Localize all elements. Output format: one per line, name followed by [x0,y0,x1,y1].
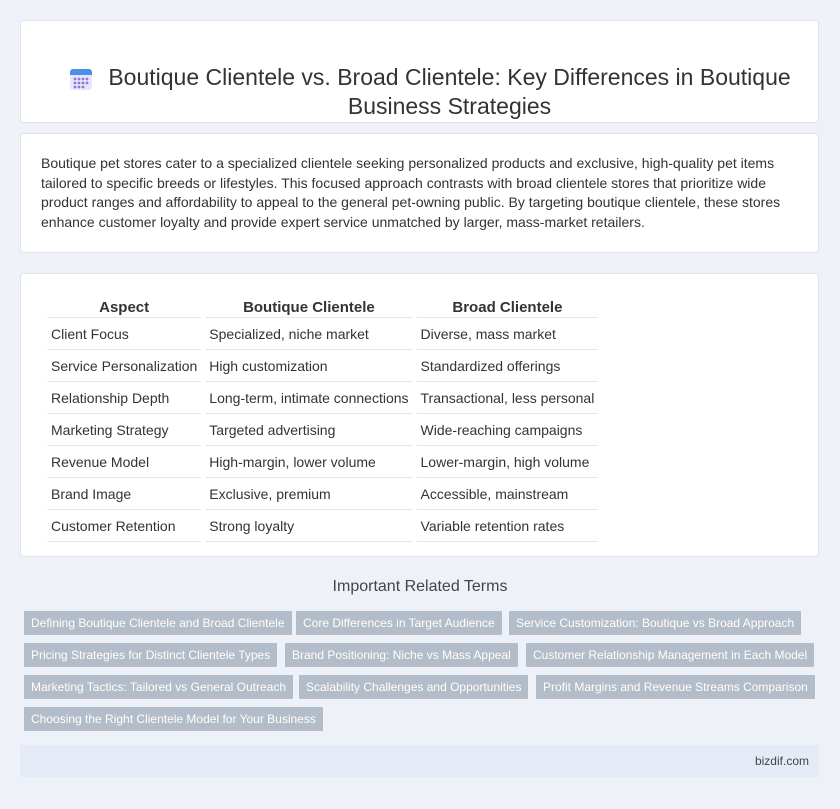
table-cell: Accessible, mainstream [417,480,599,510]
table-row [47,512,598,542]
table-cell: Long-term, intimate connections [205,384,412,414]
table-row [47,320,598,350]
related-term-tag[interactable]: Brand Positioning: Niche vs Mass Appeal [285,643,518,667]
table-cell: Wide-reaching campaigns [417,416,599,446]
table-cell: Diverse, mass market [417,320,599,350]
table-cell: Client Focus [47,320,201,350]
page-title: Boutique Clientele vs. Broad Clientele: Key Differences in Boutique Business Strategies [108,64,791,119]
table-row [47,384,598,414]
related-term-tag[interactable]: Marketing Tactics: Tailored vs General Outreach [24,675,293,699]
comparison-table [43,295,602,544]
table-cell: Specialized, niche market [205,320,412,350]
related-terms-title: Important Related Terms [332,578,508,595]
title-card [20,20,819,123]
table-cell: Strong loyalty [205,512,412,542]
table-cell: Variable retention rates [417,512,599,542]
table-row [47,352,598,382]
table-row [47,480,598,510]
footer-brand-link[interactable]: bizdif.com [754,754,809,768]
related-term-tag[interactable]: Core Differences in Target Audience [296,611,502,635]
table-row [47,416,598,446]
calendar-icon [69,67,93,91]
related-term-tag[interactable]: Customer Relationship Management in Each Model [526,643,814,667]
table-cell: Relationship Depth [47,384,201,414]
related-term-tag[interactable]: Service Customization: Boutique vs Broad Approach [509,611,801,635]
footer [20,745,819,777]
table-cell: Standardized offerings [417,352,599,382]
table-cell: Targeted advertising [205,416,412,446]
table-cell: High customization [205,352,412,382]
table-cell: Service Personalization [47,352,201,382]
column-header-aspect: Aspect [47,297,201,318]
table-cell: Transactional, less personal [417,384,599,414]
related-term-tag[interactable]: Profit Margins and Revenue Streams Comparison [536,675,815,699]
table-row [47,448,598,478]
table-header-row [47,297,598,318]
column-header-broad: Broad Clientele [417,297,599,318]
comparison-card [20,273,819,557]
table-cell: Revenue Model [47,448,201,478]
intro-card [20,133,819,253]
intro-paragraph: Boutique pet stores cater to a specialized clientele seeking personalized products and exclusive, high-quality pet items tailored to specific breeds or lifestyles. This focused approach contrasts with broad clientele stores that prioritize wide product ranges and affordability to appeal to the general pet-owning public. By targeting boutique clientele, these stores enhance customer loyalty and provide expert service unmatched by larger, mass-market retailers. [41,155,781,230]
table-cell: Exclusive, premium [205,480,412,510]
table-cell: Lower-margin, high volume [417,448,599,478]
related-term-tag[interactable]: Choosing the Right Clientele Model for Your Business [24,707,323,731]
column-header-boutique: Boutique Clientele [205,297,412,318]
table-cell: Marketing Strategy [47,416,201,446]
table-cell: High-margin, lower volume [205,448,412,478]
related-term-tag[interactable]: Pricing Strategies for Distinct Clientele Types [24,643,277,667]
related-term-tag[interactable]: Defining Boutique Clientele and Broad Clientele [24,611,292,635]
table-cell: Brand Image [47,480,201,510]
related-term-tag[interactable]: Scalability Challenges and Opportunities [299,675,528,699]
table-cell: Customer Retention [47,512,201,542]
